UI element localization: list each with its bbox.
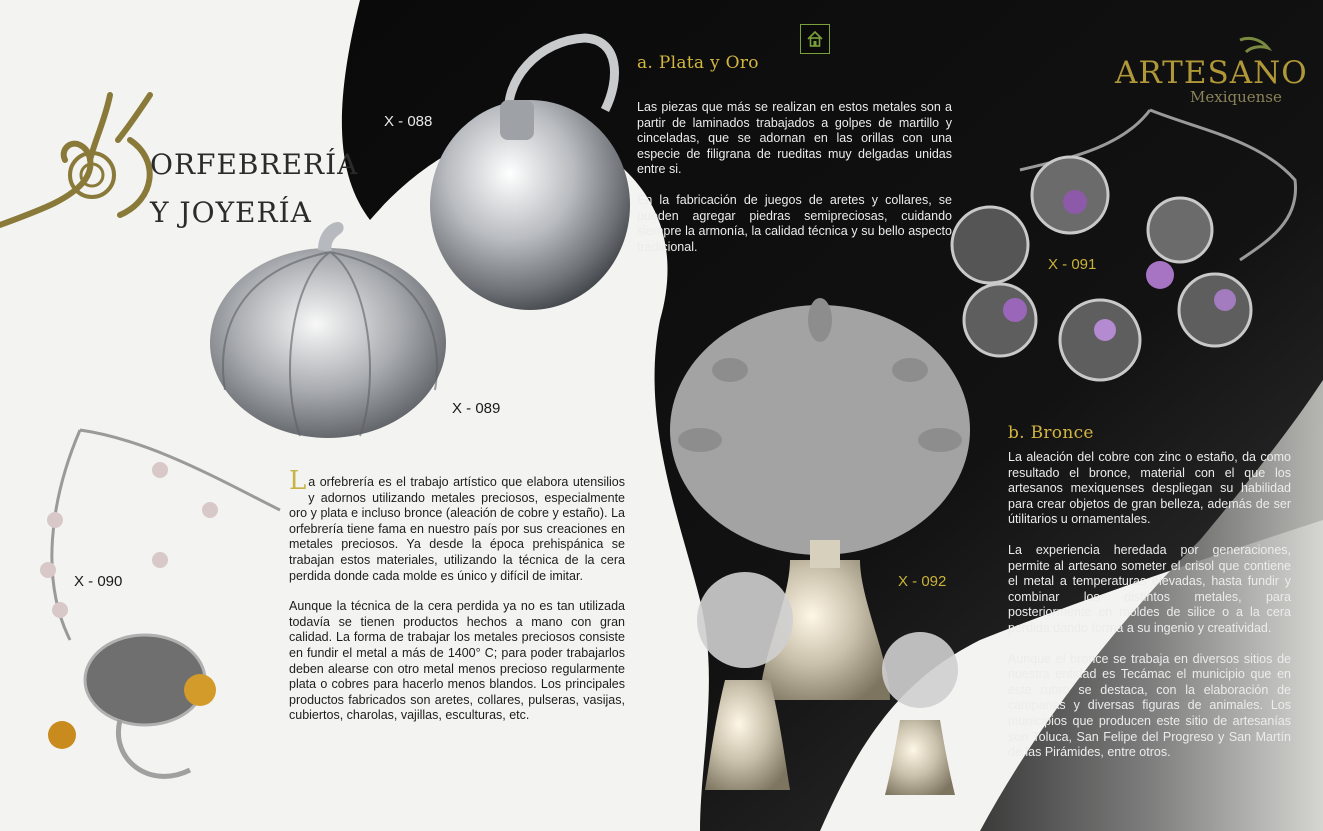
- bronce-paragraph-1: La aleación del cobre con zinc o estaño, da como resultado el bronce, material con el que los artesanos mexiquenses despliegan su habilidad para crear objetos de gran belleza, además de ser útilitarios u ornamentales.: [1008, 450, 1291, 527]
- bronce-text: [1008, 450, 1291, 776]
- heading-plata-oro: a. Plata y Oro: [637, 53, 759, 73]
- home-button[interactable]: [800, 24, 830, 54]
- plata-oro-text: [637, 100, 952, 270]
- section-title-line1: ORFEBRERÍA: [150, 148, 359, 181]
- product-code-088: X - 088: [384, 113, 433, 130]
- dropcap: L: [289, 466, 307, 496]
- logo-subtitle: Mexiquense: [1190, 88, 1282, 106]
- heading-bronce: b. Bronce: [1008, 423, 1094, 443]
- bronce-paragraph-3: Aunque el bronce se trabaja en diversos sitios de nuestra entidad es Tecámac el municipio que en este rubro se destaca, con la elaboración de campanas y diversas figuras de animales. Los municipios que producen este sitio de artesanías son Toluca, San Felipe del Progreso y San Martín de las Pirámides, entre otros.: [1008, 651, 1291, 760]
- product-code-091: X - 091: [1048, 256, 1097, 273]
- bronce-paragraph-2: La experiencia heredada por generaciones, permite al artesano someter el crisol que contiene el metal a temperaturas elevadas, hasta fundir y combinar los distintos metales, para posteriormente en moldes de silice o a la cera perdida dando forma a su ingenio y creatividad.: [1008, 542, 1291, 635]
- intro-paragraph-1: [289, 466, 625, 584]
- intro-paragraph-2: Aunque la técnica de la cera perdida ya no es tan utilizada todavía se tienen productos hechos a mano con gran calidad. La forma de trabajar los metales preciosos consiste en fundir el metal a más de 1400° C; para poder trabajarlos deben alearse con otro metal menos precioso regularmente plata o cobres para hacerlo menos blandos. Los principales productos fabricados son aretes, collares, pulseras, vasijas, cubiertos, charolas, vajillas, esculturas, etc.: [289, 599, 625, 723]
- necklace-090: [40, 430, 280, 776]
- product-code-089: X - 089: [452, 400, 501, 417]
- intro-paragraph-1-body: a orfebrería es el trabajo artístico que elabora utensilios y adornos utilizando metales preciosos, especialmente oro y plata e incluso bronce (aleación de cobre y estaño). La orfebrería tiene fama en nuestro país por sus creaciones en metales preciosos. Ya desde la época prehispánica se trabajan estos materiales, utilizando la técnica de la cera perdida donde cada molde es único y difícil de imitar.: [289, 475, 625, 583]
- product-code-092: X - 092: [898, 573, 947, 590]
- section-title-line2: Y JOYERÍA: [150, 196, 312, 229]
- product-code-090: X - 090: [74, 573, 123, 590]
- logo-brand: ARTESANO: [1115, 55, 1308, 91]
- plata-oro-paragraph-2: En la fabricación de juegos de aretes y collares, se pueden agregar piedras semipreciosas, cuidando siempre la armonía, la calidad técnica y su bello aspecto tradicional.: [637, 192, 952, 254]
- intro-text: [289, 466, 625, 739]
- plata-oro-paragraph-1: Las piezas que más se realizan en estos metales son a partir de laminados trabajados a golpes de martillo y cinceladas, que se adornan en las orillas con una especie de filigrana de rueditas muy delgadas unidas entre si.: [637, 100, 952, 177]
- home-icon: [805, 29, 825, 49]
